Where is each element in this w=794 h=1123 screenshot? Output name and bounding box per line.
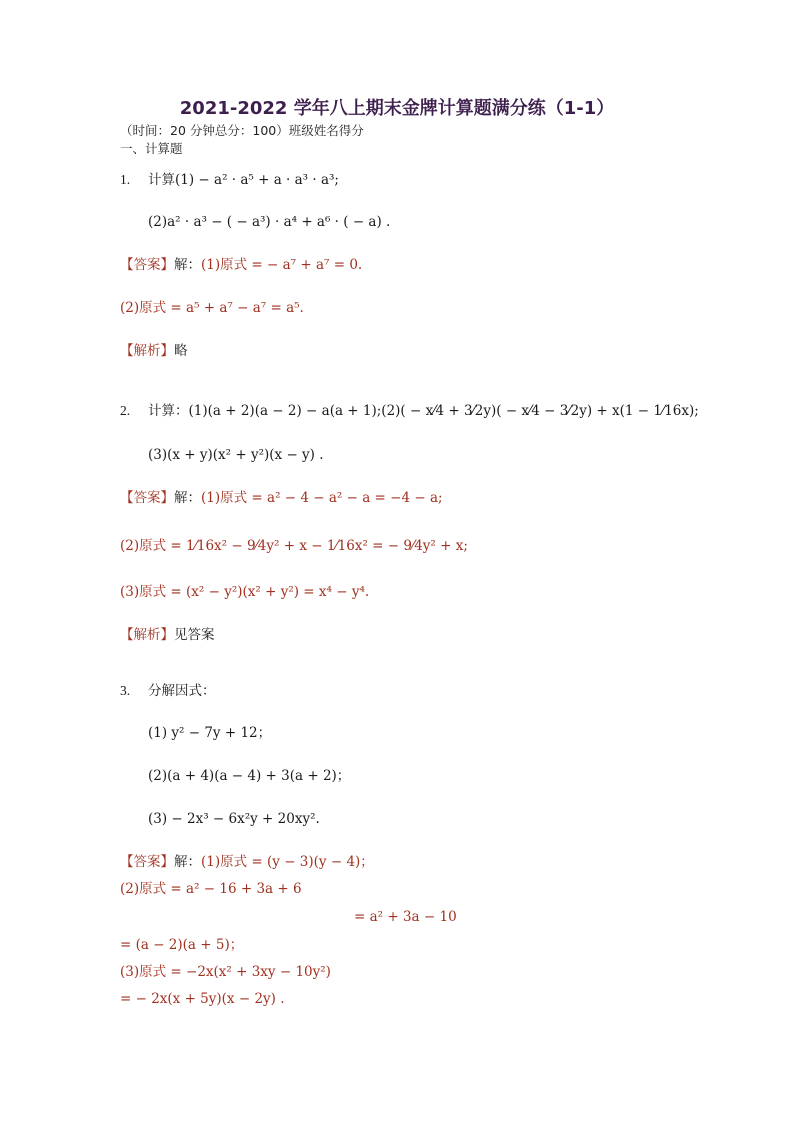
answer-text: (1)原式 = a² − 4 − a² − a = −4 − a;: [201, 490, 443, 506]
question-3-answer-1: [120, 853, 374, 871]
answer-prefix: 解：: [174, 854, 201, 870]
analysis-text: 见答案: [174, 627, 215, 643]
answer-text: (1)原式 = − a⁷ + a⁷ = 0.: [201, 257, 363, 273]
question-1-line-1: 计算(1) − a² · a⁵ + a · a³ · a³;: [148, 172, 339, 188]
question-1-answer-2: (2)原式 = a⁵ + a⁷ − a⁷ = a⁵.: [120, 300, 304, 316]
answer-prefix: 解：: [174, 490, 201, 506]
answer-text: (1)原式 = (y − 3)(y − 4)；: [201, 854, 374, 870]
answer-prefix: 解：: [174, 257, 201, 273]
question-2-line-1: 计算：(1)(a + 2)(a − 2) − a(a + 1);(2)( − x⁄4 + 3⁄2y)( − x⁄4 − 3⁄2y) + x(1 − 1⁄16x);: [148, 403, 699, 419]
question-3-answer-2: (2)原式 = a² − 16 + 3a + 6: [120, 881, 302, 897]
exam-meta: （时间：20 分钟总分：100）班级姓名得分: [120, 123, 364, 138]
question-1-line-2: (2)a² · a³ − ( − a³) · a⁴ + a⁶ · ( − a) .: [148, 214, 391, 230]
question-3-answer-2c: = (a − 2)(a + 5)；: [120, 937, 244, 953]
question-2-answer-2: (2)原式 = 1⁄16x² − 9⁄4y² + x − 1⁄16x² = − 9⁄4y² + x;: [120, 538, 468, 554]
question-3-answer-2b: = a² + 3a − 10: [354, 909, 457, 925]
question-3-answer-3: (3)原式 = −2x(x² + 3xy − 10y²): [120, 964, 331, 980]
analysis-text: 略: [174, 343, 188, 359]
question-2-analysis: [120, 626, 215, 644]
answer-tag: 【答案】: [120, 490, 174, 506]
analysis-tag: 【解析】: [120, 343, 174, 359]
question-1-answer-1: [120, 256, 362, 274]
section-heading: 一、计算题: [120, 141, 183, 156]
analysis-tag: 【解析】: [120, 627, 174, 643]
question-1-number: 1.: [120, 172, 131, 187]
question-2-number: 2.: [120, 403, 131, 418]
question-2-line-2: (3)(x + y)(x² + y²)(x − y) .: [148, 447, 324, 463]
question-3-line-0: 分解因式：: [148, 683, 216, 699]
question-3-number: 3.: [120, 683, 131, 698]
answer-tag: 【答案】: [120, 854, 174, 870]
question-2-answer-3: (3)原式 = (x² − y²)(x² + y²) = x⁴ − y⁴.: [120, 584, 370, 600]
question-3-line-1: (1) y² − 7y + 12；: [148, 725, 272, 741]
page-title: 2021-2022 学年八上期末金牌计算题满分练（1-1）: [179, 98, 615, 119]
question-3-line-3: (3) − 2x³ − 6x²y + 20xy².: [148, 811, 320, 827]
question-1-analysis: [120, 342, 188, 360]
question-2-answer-1: [120, 489, 443, 507]
answer-tag: 【答案】: [120, 257, 174, 273]
question-3-line-2: (2)(a + 4)(a − 4) + 3(a + 2)；: [148, 768, 351, 784]
question-3-answer-3b: = − 2x(x + 5y)(x − 2y) .: [120, 991, 285, 1007]
